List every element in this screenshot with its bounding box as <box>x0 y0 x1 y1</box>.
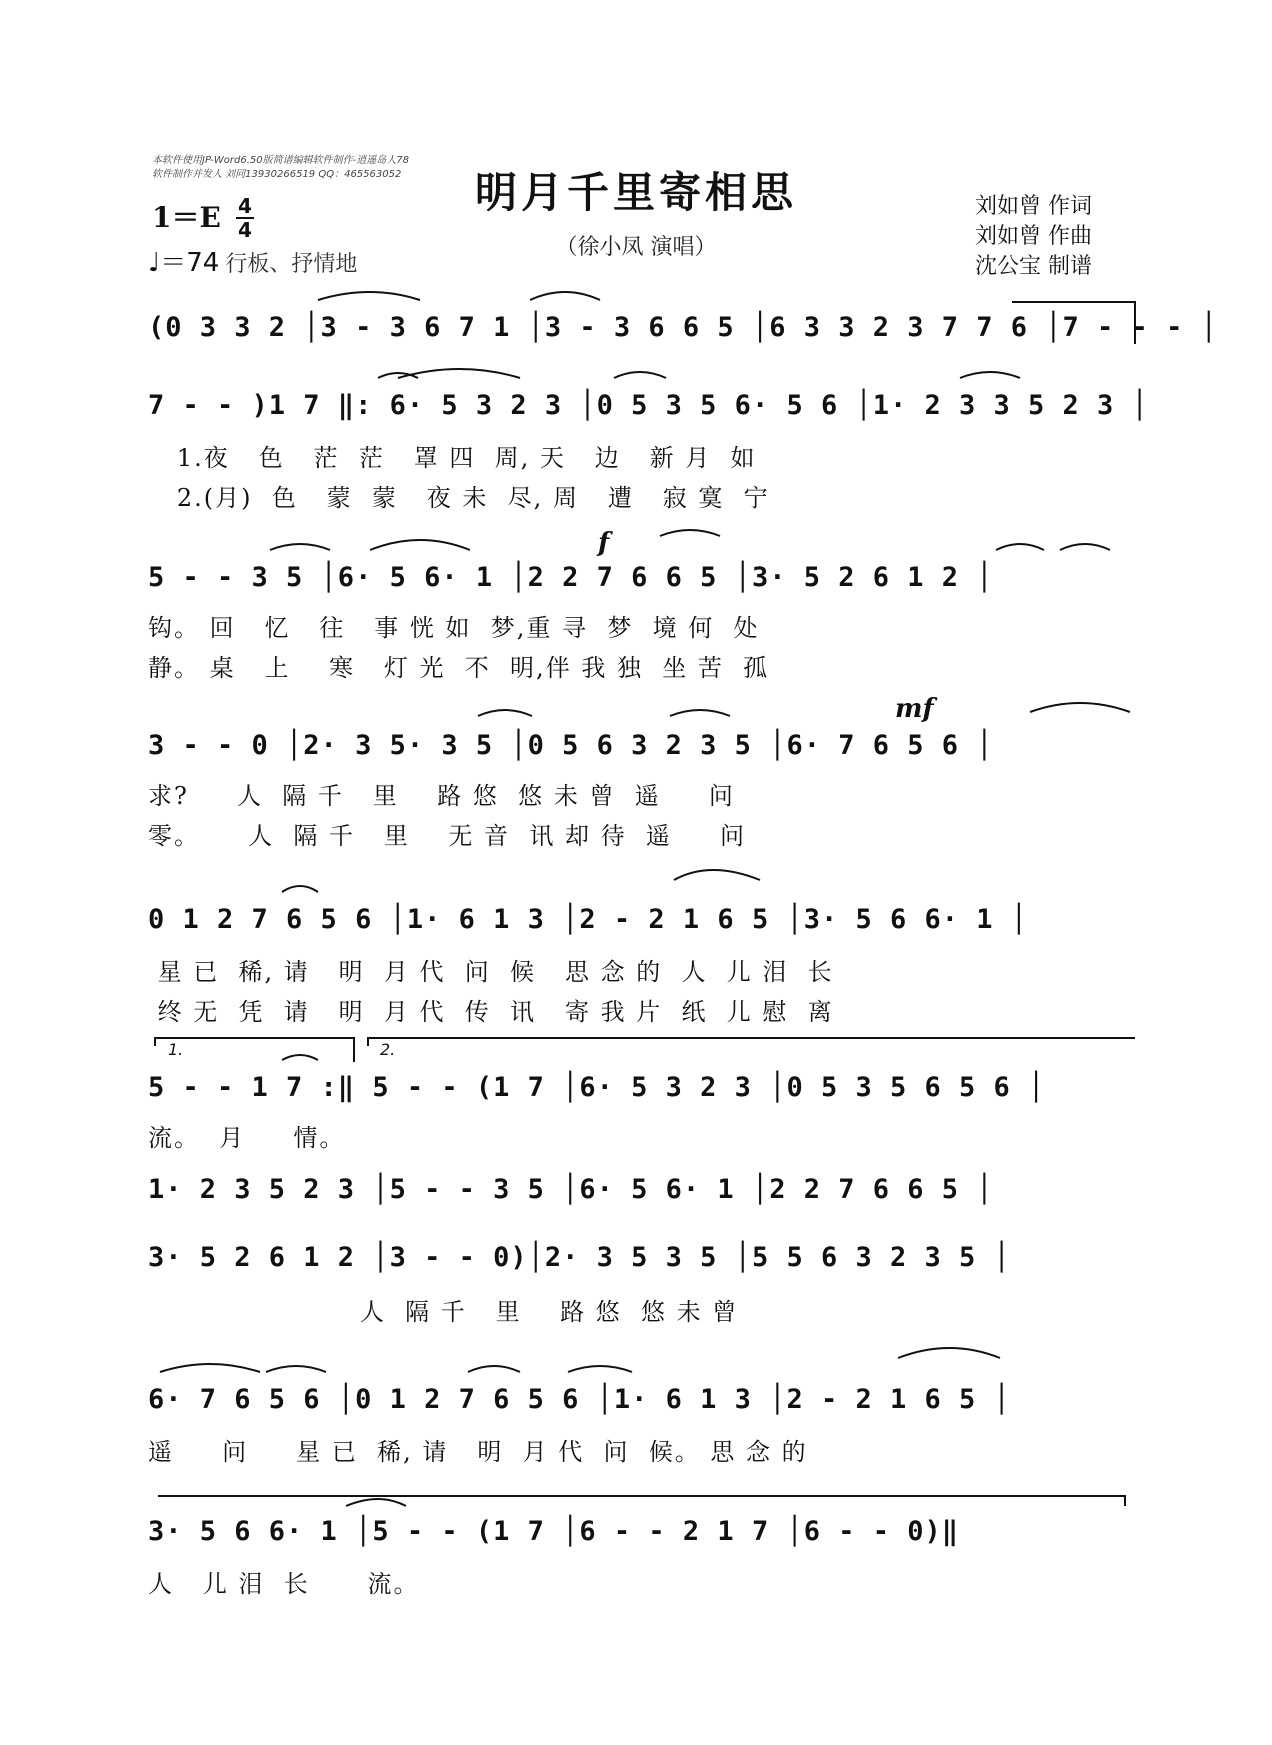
lyric-row-3-verse-2: 静。 桌 上 寒 灯 光 不 明,伴 我 独 坐 苦 孤 <box>148 654 770 682</box>
lyric-row-5-verse-2: 终 无 凭 请 明 月 代 传 讯 寄 我 片 纸 儿 慰 离 <box>148 998 834 1026</box>
score-row-10: 3· 5 6 6· 1 │5 - - (1 7 │6 - - 2 1 7 │6 - - 0)‖ <box>148 1516 960 1547</box>
lyric-row-4-verse-1: 求? 人 隔 千 里 路 悠 悠 未 曾 遥 问 <box>148 782 735 810</box>
lyric-row-4-verse-2: 零。 人 隔 千 里 无 音 讯 却 待 遥 问 <box>148 822 746 850</box>
lyric-row-6: 流。 月 情。 <box>148 1124 346 1152</box>
score-row-7: 1· 2 3 5 2 3 │5 - - 3 5 │6· 5 6· 1 │2 2 7 6 6 5 │ <box>148 1174 994 1205</box>
composer-credit: 刘如曾 作曲 <box>975 224 1092 249</box>
lyric-row-2-verse-2: 2.(月) 色 蒙 蒙 夜 未 尽, 周 遭 寂 寞 宁 <box>148 484 770 512</box>
volta-1-label: 1. <box>168 1040 184 1059</box>
score-row-8: 3· 5 2 6 1 2 │3 - - 0)│2· 3 5 3 5 │5 5 6 3 2 3 5 │ <box>148 1242 1011 1273</box>
lyric-row-2-verse-1: 1.夜 色 茫 茫 罩 四 周, 天 边 新 月 如 <box>148 444 757 472</box>
singer-credit: （徐小凤 演唱） <box>555 235 717 260</box>
time-signature-bottom: 4 <box>238 218 252 242</box>
expression-marking: 行板、抒情地 <box>225 252 358 277</box>
dynamic-mezzo-forte: mf <box>895 694 934 724</box>
watermark-line-1: 本软件使用JP-Word6.50版简谱编辑软件制作-逍遥岛人78 <box>152 155 409 166</box>
score-row-3: 5 - - 3 5 │6· 5 6· 1 │2 2 7 6 6 5 │3· 5 2 6 1 2 │ <box>148 562 994 593</box>
lyric-row-8: 人 隔 千 里 路 悠 悠 未 曾 <box>148 1298 739 1326</box>
lyric-row-5-verse-1: 星 已 稀, 请 明 月 代 问 候 思 念 的 人 儿 泪 长 <box>148 958 834 986</box>
song-title: 明月千里寄相思 <box>474 168 797 217</box>
lyric-row-10: 人 儿 泪 长 流。 <box>148 1570 420 1598</box>
score-row-6: 5 - - 1 7 :‖ 5 - - (1 7 │6· 5 3 2 3 │0 5 3 5 6 5 6 │ <box>148 1072 1046 1103</box>
score-row-9: 6· 7 6 5 6 │0 1 2 7 6 5 6 │1· 6 1 3 │2 - 2 1 6 5 │ <box>148 1384 1011 1415</box>
score-row-5: 0 1 2 7 6 5 6 │1· 6 1 3 │2 - 2 1 6 5 │3· 5 6 6· 1 │ <box>148 904 1029 935</box>
key-signature: 1＝E <box>152 201 221 234</box>
lyric-row-3-verse-1: 钩。 回 忆 往 事 恍 如 梦,重 寻 梦 境 何 处 <box>148 614 760 642</box>
watermark-line-2: 软件制作并发人 刘同13930266519 QQ：465563052 <box>152 169 402 180</box>
volta-2-label: 2. <box>380 1040 396 1059</box>
score-row-4: 3 - - 0 │2· 3 5· 3 5 │0 5 6 3 2 3 5 │6· 7 6 5 6 │ <box>148 730 994 761</box>
lyric-row-9: 遥 问 星 已 稀, 请 明 月 代 问 候。 思 念 的 <box>148 1438 808 1466</box>
time-signature-top: 4 <box>238 194 252 218</box>
tempo-marking: ♩＝74 <box>148 248 220 278</box>
score-row-1: (0 3 3 2 │3 - 3 6 7 1 │3 - 3 6 6 5 │6 3 3 2 3 7 7 6 │7 - - - │ <box>148 312 1218 343</box>
score-row-2: 7 - - )1 7 ‖: 6· 5 3 2 3 │0 5 3 5 6· 5 6 │1· 2 3 3 5 2 3 │ <box>148 390 1149 421</box>
dynamic-forte: f <box>598 528 610 558</box>
arranger-credit: 沈公宝 制谱 <box>975 254 1092 279</box>
lyricist-credit: 刘如曾 作词 <box>975 194 1092 219</box>
